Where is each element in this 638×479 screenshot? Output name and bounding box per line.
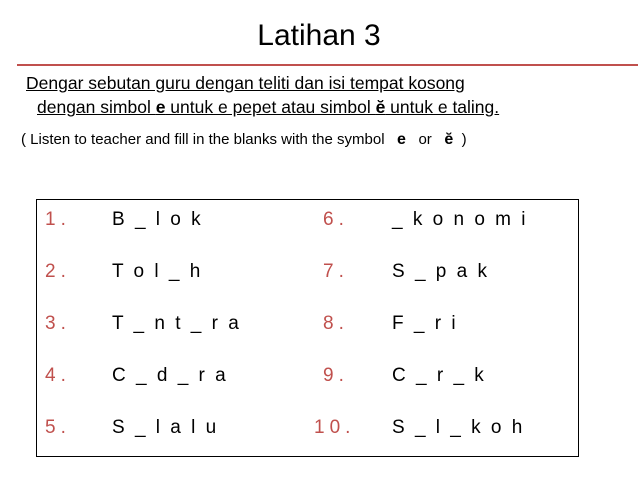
item-number: 10. <box>314 417 356 438</box>
item-number: 1. <box>45 209 71 230</box>
note-text: ( Listen to teacher and fill in the blanks with the symbol <box>21 131 389 148</box>
symbol-e-taling: ĕ <box>375 97 386 117</box>
item-word: B _ l o k <box>112 209 204 230</box>
note-close: ) <box>461 131 467 148</box>
exercise-word-5[interactable] <box>112 416 219 440</box>
item-number: 3. <box>45 313 71 334</box>
item-word: S _ p a k <box>392 261 490 282</box>
exercise-word-4[interactable] <box>112 364 228 388</box>
instruction-line-2-a: dengan simbol <box>37 97 156 117</box>
note-or: or <box>418 131 432 148</box>
exercise-word-1[interactable] <box>112 208 203 232</box>
item-word: T _ n t _ r a <box>112 313 242 334</box>
exercise-item-1 <box>45 208 71 232</box>
item-word: F _ r i <box>392 313 459 334</box>
instruction-line-1: Dengar sebutan guru dengan teliti dan isi tempat kosong <box>26 73 465 93</box>
exercise-word-9[interactable] <box>392 364 486 388</box>
item-word: C _ r _ k <box>392 365 487 386</box>
exercise-item-7 <box>323 260 349 284</box>
note-symbol-e: e <box>397 131 406 148</box>
exercise-item-8 <box>323 312 349 336</box>
exercise-item-2 <box>45 260 71 284</box>
exercise-item-4 <box>45 364 71 388</box>
exercise-word-2[interactable] <box>112 260 203 284</box>
exercise-box <box>36 199 579 457</box>
item-number: 7. <box>323 261 349 282</box>
exercise-word-6[interactable] <box>392 208 528 232</box>
item-word: S _ l _ k o h <box>392 417 525 438</box>
symbol-e-pepet: e <box>155 97 166 117</box>
exercise-word-3[interactable] <box>112 312 241 336</box>
note-symbol-e-taling: ĕ <box>444 131 454 148</box>
item-word: T o l _ h <box>112 261 203 282</box>
exercise-item-6 <box>323 208 349 232</box>
page-title: Latihan 3 <box>257 19 381 52</box>
item-number: 2. <box>45 261 71 282</box>
item-number: 8. <box>323 313 349 334</box>
item-word: _ k o n o m i <box>392 209 528 230</box>
item-number: 4. <box>45 365 71 386</box>
title-divider <box>17 64 638 66</box>
exercise-word-7[interactable] <box>392 260 490 284</box>
instruction-line-2 <box>26 95 626 119</box>
exercise-item-3 <box>45 312 71 336</box>
item-number: 9. <box>323 365 349 386</box>
item-word: S _ l a l u <box>112 417 219 438</box>
item-number: 5. <box>45 417 71 438</box>
instruction-line-2-b: untuk e pepet atau simbol <box>165 97 376 117</box>
english-note <box>21 130 467 150</box>
item-word: C _ d _ r a <box>112 365 229 386</box>
exercise-word-10[interactable] <box>392 416 525 440</box>
instruction-text <box>26 71 626 119</box>
exercise-item-9 <box>323 364 349 388</box>
exercise-word-8[interactable] <box>392 312 458 336</box>
exercise-item-10 <box>314 416 355 440</box>
item-number: 6. <box>323 209 349 230</box>
exercise-item-5 <box>45 416 71 440</box>
instruction-line-2-c: untuk e taling. <box>385 97 500 117</box>
